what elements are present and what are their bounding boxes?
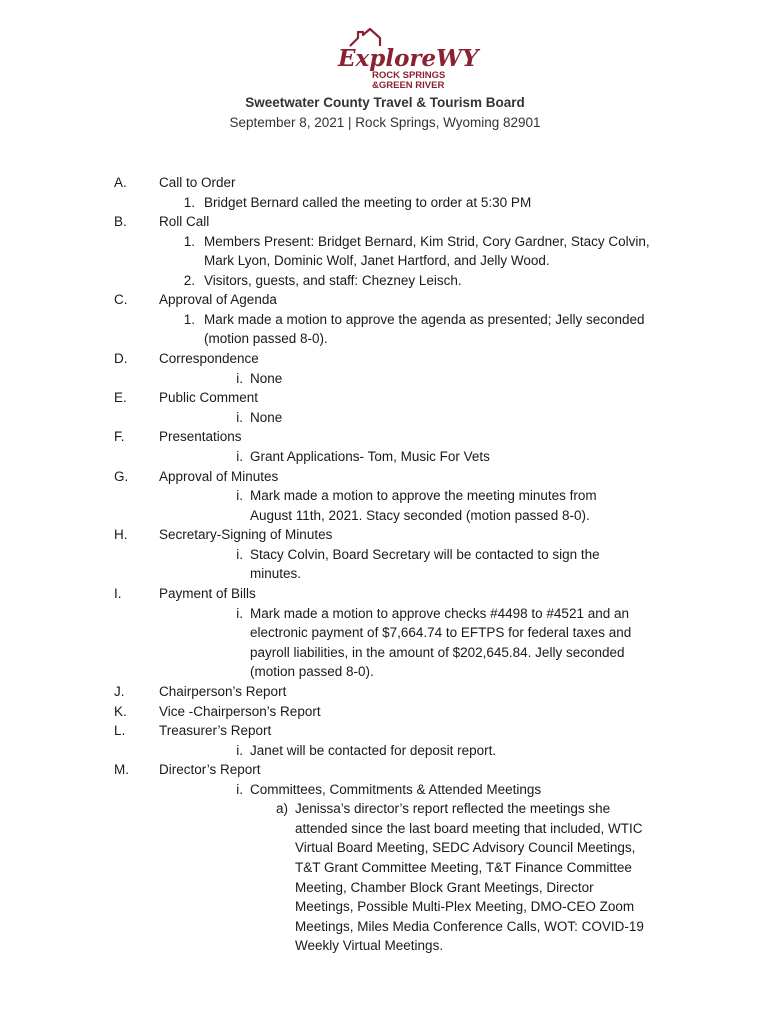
- item-title-a: Call to Order: [159, 175, 236, 190]
- item-m-a-text-7: Meetings, Miles Media Conference Calls, WOT: COVID-19: [295, 919, 644, 934]
- logo-line-2: &GREEN RIVER: [372, 80, 445, 91]
- item-d-i-num: i.: [236, 371, 243, 386]
- item-m-a-text-1: Jenissa’s director’s report reflected the meetings she: [295, 801, 611, 816]
- org-title: Sweetwater County Travel & Tourism Board: [245, 95, 525, 110]
- item-title-b: Roll Call: [159, 214, 210, 229]
- item-g-i-num: i.: [236, 488, 243, 503]
- item-f-i-text: Grant Applications- Tom, Music For Vets: [250, 449, 490, 464]
- item-a-1-text: Bridget Bernard called the meeting to order at 5:30 PM: [204, 195, 532, 210]
- item-title-g: Approval of Minutes: [159, 469, 279, 484]
- item-b-2-text: Visitors, guests, and staff: Chezney Leisch.: [204, 273, 462, 288]
- item-m-a-num: a): [275, 801, 288, 816]
- item-m-a-text-5: Meeting, Chamber Block Grant Meetings, Director: [295, 880, 594, 895]
- item-title-k: Vice -Chairperson’s Report: [159, 704, 321, 719]
- item-m-i-text: Committees, Commitments & Attended Meetings: [250, 782, 542, 797]
- item-b-1-text: Members Present: Bridget Bernard, Kim Strid, Cory Gardner, Stacy Colvin,: [204, 234, 650, 249]
- item-l-i-text: Janet will be contacted for deposit report.: [250, 743, 497, 758]
- item-g-i-text: Mark made a motion to approve the meeting minutes from: [250, 488, 597, 503]
- item-g-i-text-cont: August 11th, 2021. Stacy seconded (motion passed 8-0).: [250, 508, 590, 523]
- item-i-i-text-cont-1: electronic payment of $7,664.74 to EFTPS for federal taxes and: [250, 625, 632, 640]
- item-h-i-num: i.: [236, 547, 243, 562]
- item-letter-f: F.: [114, 429, 125, 444]
- item-i-i-text-cont-3: (motion passed 8-0).: [250, 664, 374, 679]
- item-title-m: Director’s Report: [159, 762, 261, 777]
- item-letter-b: B.: [114, 214, 127, 229]
- item-b-2-num: 2.: [183, 273, 195, 288]
- item-e-i-text: None: [250, 410, 283, 425]
- item-m-a-text-2: attended since the last board meeting that included, WTIC: [295, 821, 643, 836]
- item-title-c: Approval of Agenda: [159, 292, 277, 307]
- item-letter-j: J.: [114, 684, 125, 699]
- item-letter-i: I.: [114, 586, 122, 601]
- item-i-i-text: Mark made a motion to approve checks #4498 to #4521 and an: [250, 606, 629, 621]
- item-letter-l: L.: [114, 723, 126, 738]
- item-m-i-num: i.: [236, 782, 243, 797]
- item-letter-h: H.: [114, 527, 128, 542]
- item-letter-a: A.: [114, 175, 127, 190]
- item-m-a-text-6: Meetings, Possible Multi-Plex Meeting, DMO-CEO Zoom: [295, 899, 635, 914]
- logo-brand: ExploreWY: [338, 45, 479, 72]
- item-h-i-text: Stacy Colvin, Board Secretary will be contacted to sign the: [250, 547, 600, 562]
- logo-line-1: ROCK SPRINGS: [372, 70, 446, 81]
- item-title-f: Presentations: [159, 429, 242, 444]
- item-title-d: Correspondence: [159, 351, 259, 366]
- item-d-i-text: None: [250, 371, 283, 386]
- item-letter-m: M.: [114, 762, 129, 777]
- item-l-i-num: i.: [236, 743, 243, 758]
- explore-wy-logo: [336, 24, 479, 96]
- item-letter-e: E.: [114, 390, 127, 405]
- item-c-1-num: 1.: [183, 312, 195, 327]
- item-title-l: Treasurer’s Report: [159, 723, 272, 738]
- item-title-h: Secretary-Signing of Minutes: [159, 527, 333, 542]
- item-h-i-text-cont: minutes.: [250, 566, 302, 581]
- item-c-1-text-cont: (motion passed 8-0).: [204, 331, 328, 346]
- item-title-e: Public Comment: [159, 390, 259, 405]
- item-letter-k: K.: [114, 704, 127, 719]
- item-letter-c: C.: [114, 292, 128, 307]
- item-letter-d: D.: [114, 351, 128, 366]
- item-e-i-num: i.: [236, 410, 243, 425]
- item-c-1-text: Mark made a motion to approve the agenda as presented; Jelly seconded: [204, 312, 645, 327]
- item-letter-g: G.: [114, 469, 129, 484]
- item-b-1-text-cont: Mark Lyon, Dominic Wolf, Janet Hartford, and Jelly Wood.: [204, 253, 550, 268]
- item-i-i-text-cont-2: payroll liabilities, in the amount of $202,645.84. Jelly seconded: [250, 645, 625, 660]
- item-b-1-num: 1.: [183, 234, 195, 249]
- item-a-1-num: 1.: [183, 195, 195, 210]
- item-m-a-text-4: T&T Grant Committee Meeting, T&T Finance Committee: [295, 860, 632, 875]
- item-title-j: Chairperson’s Report: [159, 684, 287, 699]
- meeting-date-location: September 8, 2021 | Rock Springs, Wyoming 82901: [229, 115, 541, 130]
- item-m-a-text-3: Virtual Board Meeting, SEDC Advisory Council Meetings,: [295, 840, 636, 855]
- item-m-a-text-8: Weekly Virtual Meetings.: [295, 938, 444, 953]
- item-f-i-num: i.: [236, 449, 243, 464]
- item-i-i-num: i.: [236, 606, 243, 621]
- item-title-i: Payment of Bills: [159, 586, 256, 601]
